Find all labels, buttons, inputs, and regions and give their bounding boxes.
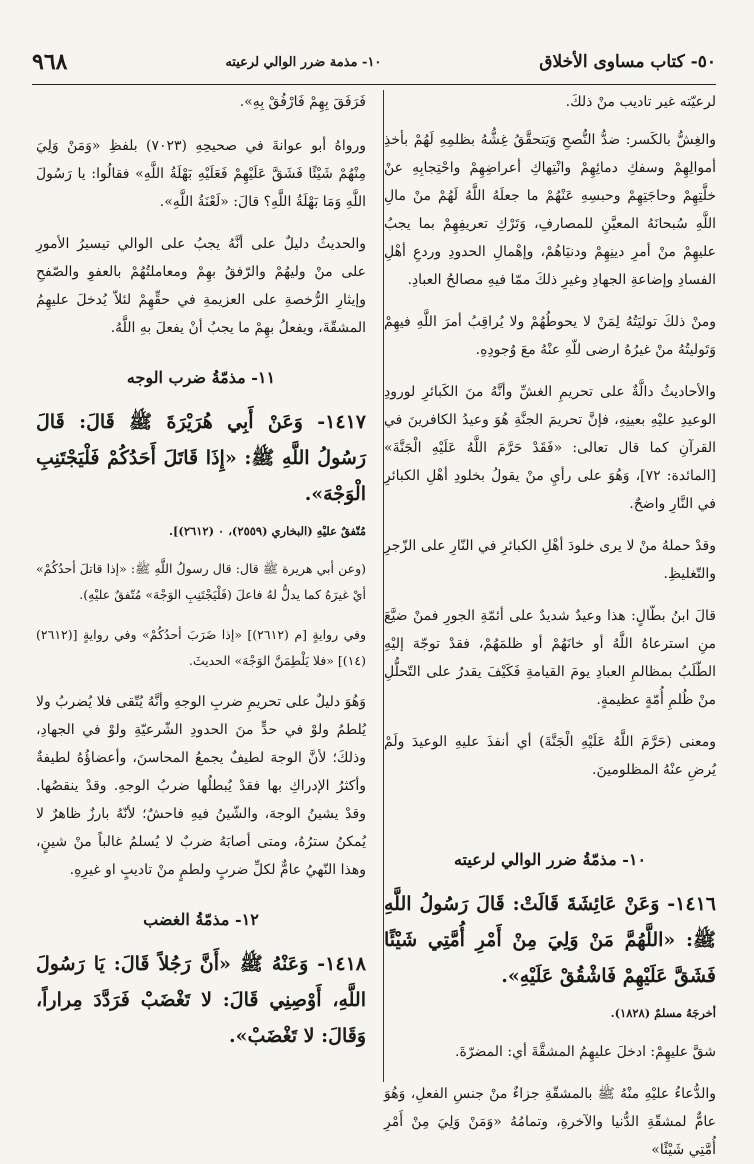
paragraph: قالَ ابنُ بطّالٍ: هذا وعيدٌ شديدٌ على أئمّةِ الجورِ فمنْ ضيَّعَ منِ استرعاهُ اللَّهُ أو خانَهُمْ أو ظلمَهُمْ، فقدْ توجّهَ إليْهِ الطّلَبُ بمظالمِ العبادِ يومَ القيامةِ فَكَيْفَ يقدرُ على التّحلُّلِ منْ ظُلمِ أُمّةٍ عظيمةٍ.	[384, 608, 716, 708]
section-title-10: ١٠- مذمّةُ ضرر الوالي لرعيته	[453, 850, 647, 869]
hadith-1416: ١٤١٦- وَعَنْ عَائِشَةَ قَالَتْ: قَالَ رَسُولُ اللَّهِ ﷺ: «اللَّهُمَّ مَنْ وَلِيَ مِنْ أَمْرِ أُمَّتِي شَيْئًا فَشَقَّ عَلَيْهِمْ فَاشْقُقْ عَلَيْهِ».	[384, 893, 716, 987]
paragraph: والأحاديثُ دالَّةٌ على تحريمِ الغشِّ وأنَّهُ منَ الكَبائرِ لورودِ الوعيدِ عليْهِ بعينِهِ، فإنَّ تحريمَ الجنَّةِ هُوَ وعيدُ الكافرينَ في القرآنِ كما قال تعالى: «فَقَدْ حَرَّمَ اللَّهُ عَلَيْهِ الْجَنَّةَ» [المائدة: ٧٢]، وَهُوَ على رأيِ منْ يقولُ بخلودِ أهْلِ الكبائرِ في النَّارِ واضحٌ.	[384, 384, 716, 512]
paragraph: وَهُوَ دليلٌ على تحريمِ ضربِ الوجهِ وأنَّهُ يُتّقى فلا يُضربُ ولا يُلطمُ ولوْ في حدٍّ منَ الحدودِ الشّرعيّةِ ولوْ في الجهادِ، وذلكَ؛ لأنَّ الوجهَ لطيفٌ يجمعُ المحاسنَ، وأعضاؤُهُ لطيفةٌ وأكثرُ الإدراكِ بها فقدْ يُبطلُها ضربُ الوجهِ. وقدْ ينقصُها. وقدْ يشينُ الوجهَ، والشّينُ فيهِ فاحشٌ؛ لأنّهُ بارزٌ ظاهرٌ لا يُمكنُ سترُهُ، ومتى أصابَهُ ضربٌ لا يُسلمُ غالباً منْ شينٍ، وهذا النّهيُ عامٌّ لكلِّ ضربٍ ولطمٍ منْ تاديبٍ او غيرِهِ.	[36, 694, 366, 878]
section-title-11: ١١- مذمّةُ ضرب الوجه	[126, 368, 276, 387]
paragraph: ومعنى (حَرَّمَ اللَّهُ عَلَيْهِ الْجَنَّةَ) أي أنفذَ عليهِ الوعيدَ ولَمْ يُرضِ عنْهُ المظلومينَ.	[384, 734, 716, 778]
paragraph: وقدْ حملهُ منْ لا يرى خلودَ أهْلِ الكبائرِ في النّارِ على الزّجرِ والتّغليظِ.	[384, 538, 716, 582]
running-head-chapter: ١٠- مذمة ضرر الوالي لرعيته	[225, 54, 382, 70]
takhrij-1417: مُتّفقٌ عليْهِ (البخاري (٢٥٥٩)، ٠ (٢٦١٢)].	[168, 524, 366, 538]
paragraph: ورواهُ أبو عوانةَ في صحيحِهِ (٧٠٢٣) بلفظِ «وَمَنْ وَلِيَ مِنْهُمْ شَيْئًا فَشَقَّ عَلَيْهِمْ فَعَلَيْهِ بَهْلَةُ اللَّهِ» فقالُوا: يا رَسُولَ اللَّهِ وَمَا بَهْلَةُ اللَّهِ؟ قالَ: «لَعْنَةُ اللَّهِ».	[36, 138, 366, 210]
takhrij-1416: أخرجَهُ مسلمٌ (١٨٢٨).	[610, 1006, 716, 1020]
commentary-note: (وعن أبي هريرة ﷺ قال: قال رسولُ اللَّهِ ﷺ: «إذا قاتلَ أحدُكُمْ» أيْ غيرَهُ كما يدلُّ لهُ فاعلَ (فَلْيَجْتَنِبِ الوَجْهَ» مُتّفقٌ عليْهِ).	[36, 561, 366, 602]
paragraph: لرعيّته غير تاديب منْ ذلكَ.	[565, 94, 716, 110]
right-column	[384, 88, 716, 1158]
hadith-1417: ١٤١٧- وَعَنْ أَبِي هُرَيْرَةَ ﷺ قَالَ: قَالَ رَسُولُ اللَّهِ ﷺ: «إِذَا قَاتَلَ أَحَدُكُمْ فَلْيَجْتَنِبِ الْوَجْهَ».	[36, 411, 366, 505]
paragraph: فَرَفَقَ بِهِمْ فَارْفُقْ بِهِ».	[239, 94, 366, 110]
paragraph: والحديثُ دليلٌ على أنَّهُ يجبُ على الوالي تيسيرُ الأمورِ على منْ وليهُمْ والرّفقُ بهِمْ ومعاملتُهُمْ بالعفوِ والصّفحِ وإيثارِ الرُّخصةِ على العزيمةِ في حقِّهِمْ لئلاّ يُدخلَ عليهِمُ المشقّةَ، ويفعلُ بهِمْ ما يجبُ أنْ يفعلَ بهِ اللَّهُ.	[36, 236, 366, 336]
riwaya-note: وفي روايةٍ [م (٢٦١٢)] «إذا ضَرَبَ أحدُكُمْ» وفي روايةٍ [(٢٦١٢) (١٤)] «فلا يَلْطِمَنَّ الوَجْهَ» الحديثَ.	[36, 627, 366, 668]
left-column	[36, 88, 366, 1084]
page-header	[32, 40, 716, 85]
section-title-12: ١٢- مذمّةُ الغضب	[143, 910, 259, 929]
paragraph: شقَّ عليهِمْ: ادخلَ عليهِمُ المشقَّةَ أي: المضرّةَ.	[455, 1044, 716, 1060]
running-head-book: ٥٠- كتاب مساوى الأخلاق	[539, 52, 716, 72]
page-number: ٩٦٨	[32, 49, 68, 75]
paragraph: والدُّعاءُ عليْهِ منْهُ ﷺ بالمشقّةِ جزاءٌ منْ جنسِ الفعلِ، وَهُوَ عامٌّ لمشقّةِ الدُّنيا والآخرةِ، وتمامُهُ «وَمَنْ وَلِيَ مِنْ أَمْرِ أُمَّتِي شَيْئًا»	[384, 1086, 716, 1158]
hadith-1418: ١٤١٨- وَعَنْهُ ﷺ «أَنَّ رَجُلاً قَالَ: يَا رَسُولَ اللَّهِ، أَوْصِنِي قَالَ: لا تَغْضَبْ فَرَدَّدَ مِراراً، وَقَالَ: لا تَغْضَبْ».	[36, 953, 366, 1047]
paragraph: والغِشُّ بالكَسر: ضدُّ النُّصحِ وَيَتحقَّقُ غِشُّهُ بظلمِهِ لَهُمْ بأخذِ أموالِهِمْ وسفكِ دمائِهِمْ وانْتِهاكِ أعراضِهِمْ واحْتِجابِهِ عنْ خلَّتِهِمْ وحاجَتِهِمْ وحبسِهِ عَنْهُمْ ما جعلَهُ اللَّهُ لَهُمْ منْ مالِ اللَّهِ سُبحانَهُ المعيَّنِ للمصارفِ، وَتَرْكِ تعريفِهِمْ بما يجبُ عليهِمْ منْ أمرِ دينِهِمْ ودنيَاهُمْ، وإهْمالِ الحدودِ وردعِ أهْلِ الفسادِ وإضاعةِ الجهادِ وغيرِ ذلكَ ممّا فيهِ مصالحُ العبادِ.	[384, 132, 716, 288]
paragraph: ومنْ ذلكَ توليَتُهُ لِمَنْ لا يحوطُهُمْ ولا يُراقِبُ أمرَ اللَّهِ فيهِمْ وَتَوليتُهُ منْ غيرُهُ ارضى للّهِ عنْهُ معَ وُجودِهِ.	[384, 314, 716, 358]
